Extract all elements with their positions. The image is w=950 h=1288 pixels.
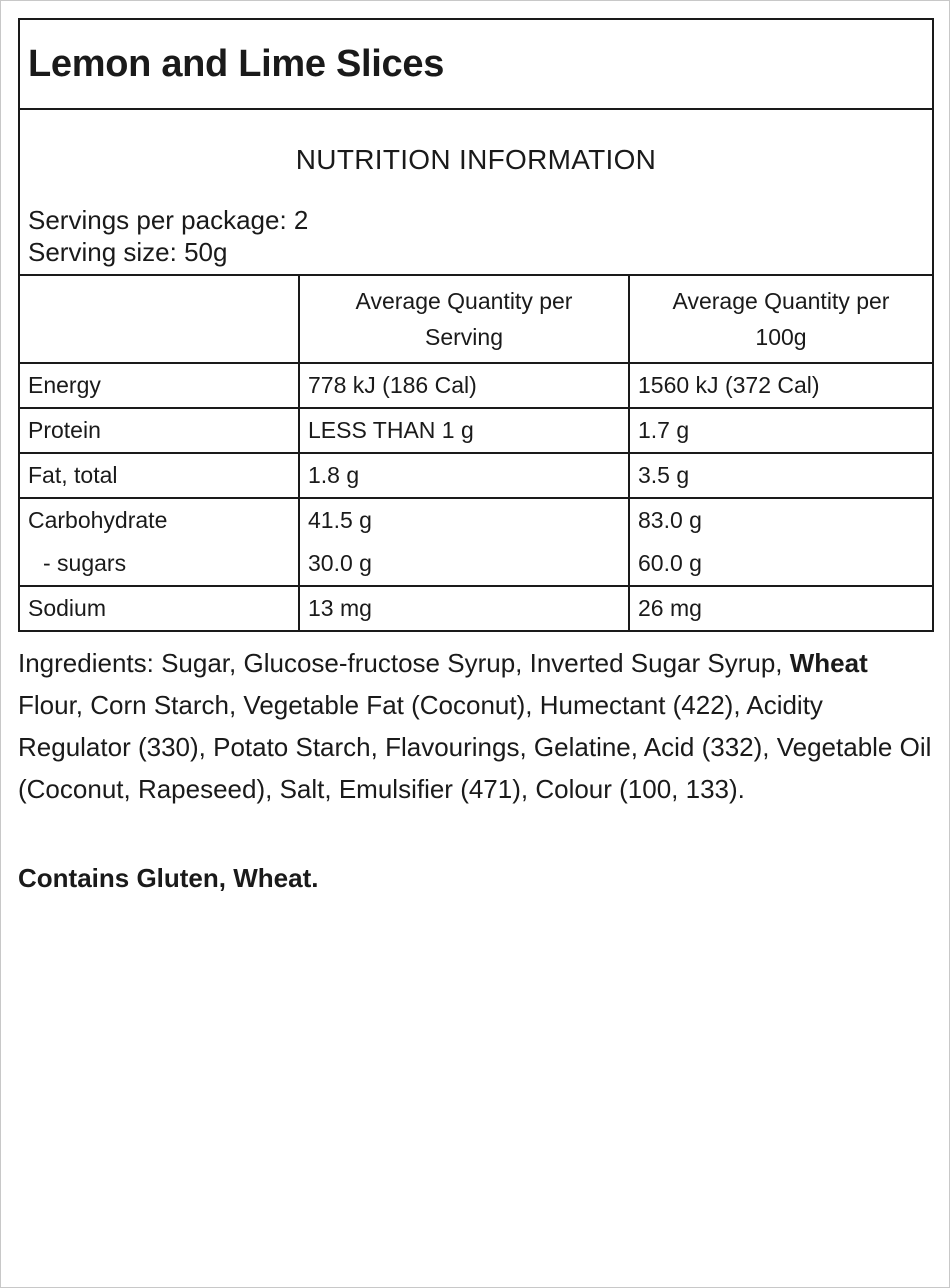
- nutrition-info-box: [20, 110, 932, 276]
- row-label: Energy: [20, 363, 299, 408]
- table-row-carbohydrate: [20, 498, 932, 586]
- nutrition-table: [20, 276, 932, 630]
- value-per-serving: 41.5 g: [308, 507, 372, 533]
- nutrition-panel: [18, 18, 934, 632]
- table-header-row: [20, 276, 932, 363]
- value-per-100g-sub: 60.0 g: [638, 550, 702, 576]
- table-row-energy: [20, 363, 932, 408]
- carb-label-cell: [20, 498, 299, 586]
- value-per-100g: 83.0 g: [638, 507, 702, 533]
- row-label-sub: - sugars: [43, 550, 127, 576]
- ingredients-suffix: Flour, Corn Starch, Vegetable Fat (Coconut), Humectant (422), Acidity Regulator (330), Potato Starch, Flavourings, Gelatine, Acid (332), Vegetable Oil (Coconut, Rapeseed), Salt, Emulsifier (471), Colour (100, 133).: [18, 690, 932, 804]
- value-per-serving: 1.8 g: [299, 453, 629, 498]
- title-box: [20, 20, 932, 110]
- serving-size: Serving size: 50g: [28, 237, 228, 267]
- value-per-100g: 1.7 g: [629, 408, 932, 453]
- value-per-100g: 3.5 g: [629, 453, 932, 498]
- row-label: Carbohydrate: [28, 507, 168, 533]
- value-per-serving-sub: 30.0 g: [308, 550, 372, 576]
- value-per-100g: 26 mg: [638, 595, 702, 621]
- value-per-serving: 13 mg: [299, 586, 629, 630]
- table-row-sodium: [20, 586, 932, 630]
- value-per-serving: 778 kJ (186 Cal): [299, 363, 629, 408]
- column-header-empty: [20, 276, 299, 363]
- allergen-statement: Contains Gluten, Wheat.: [18, 863, 319, 893]
- value-per-100g: 1560 kJ (372 Cal): [629, 363, 932, 408]
- nutrition-heading: NUTRITION INFORMATION: [295, 144, 657, 175]
- value-per-serving: LESS THAN 1 g: [299, 408, 629, 453]
- row-label: Fat, total: [20, 453, 299, 498]
- servings-per-package: Servings per package: 2: [28, 205, 309, 235]
- ingredients-bold-allergen: Wheat: [789, 648, 868, 678]
- column-header-per-serving: Average Quantity per Serving: [299, 276, 629, 363]
- carb-per-serving-cell: [299, 498, 629, 586]
- product-title: Lemon and Lime Slices: [28, 42, 445, 85]
- ingredients-text: [18, 642, 932, 810]
- column-header-per-100g: Average Quantity per 100g: [629, 276, 932, 363]
- ingredients-prefix: Ingredients: Sugar, Glucose-fructose Syrup, Inverted Sugar Syrup,: [18, 648, 790, 678]
- table-row-fat: [20, 453, 932, 498]
- servings-block: [28, 204, 308, 268]
- table-row-protein: [20, 408, 932, 453]
- row-label: Protein: [20, 408, 299, 453]
- carb-per-100g-cell: [629, 498, 932, 586]
- row-label: Sodium: [20, 586, 299, 630]
